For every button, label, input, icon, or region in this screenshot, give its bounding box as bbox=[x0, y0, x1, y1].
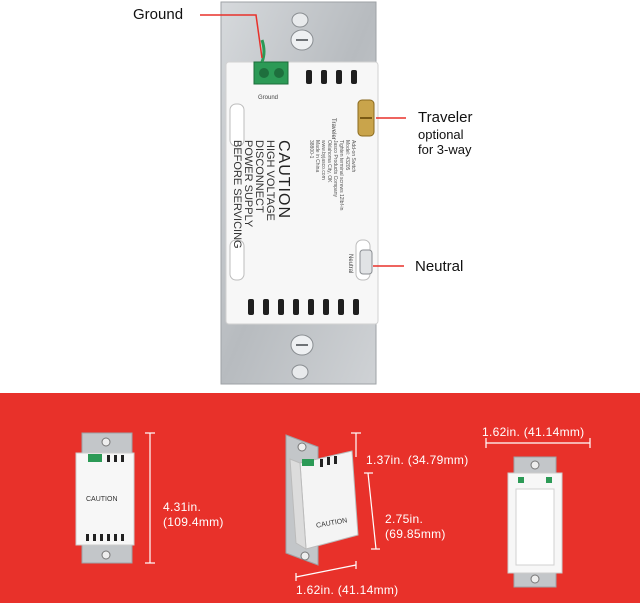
caution-line-4: BEFORE SERVICING bbox=[231, 140, 243, 249]
caution-title: CAUTION bbox=[275, 140, 292, 219]
device-ground-label: Ground bbox=[258, 95, 279, 101]
height-label-in: 4.31in. bbox=[163, 500, 202, 514]
info-line-2: Model: 43205 bbox=[344, 140, 350, 171]
info-line-1: Add-on Switch bbox=[350, 140, 356, 173]
info-line-7: Made in China bbox=[314, 140, 320, 173]
traveler-terminal-icon bbox=[358, 100, 374, 136]
device-neutral-label: Neutral bbox=[347, 254, 353, 274]
body-height-label-mm: (69.85mm) bbox=[385, 527, 446, 541]
traveler-note-optional: optional bbox=[418, 127, 464, 142]
caution-line-2: DISCONNECT bbox=[253, 140, 265, 213]
thumb-paddle-view bbox=[508, 457, 562, 587]
thumb-caution-label-2: CAUTION bbox=[315, 517, 348, 530]
bottom-width-label: 1.62in. (41.14mm) bbox=[296, 583, 399, 597]
traveler-note-3way: for 3-way bbox=[418, 142, 472, 157]
ground-callout: Ground bbox=[133, 6, 184, 23]
body-height-dimension-line bbox=[364, 473, 380, 549]
depth-label-in: 1.37in. bbox=[366, 453, 405, 467]
info-block bbox=[308, 140, 356, 250]
top-width-label: 1.62in. (41.14mm) bbox=[482, 425, 585, 439]
height-label-mm: (109.4mm) bbox=[163, 515, 224, 529]
device-traveler-label: Traveler bbox=[330, 118, 336, 140]
thumb-caution-label-1: CAUTION bbox=[86, 496, 118, 503]
body-height-label-in: 2.75in. bbox=[385, 512, 424, 526]
top-width-dimension-line bbox=[486, 438, 590, 448]
height-dimension-line bbox=[145, 433, 155, 563]
info-line-8: 38800-1 bbox=[308, 140, 314, 159]
info-line-3: Tighten terminal screws 12lbf-in bbox=[338, 140, 344, 211]
neutral-terminal-icon bbox=[360, 250, 372, 274]
depth-label-mm: (34.79mm) bbox=[407, 453, 469, 467]
caution-line-1: HIGH VOLTAGE bbox=[264, 140, 276, 221]
info-line-4: Jasco Products Company bbox=[332, 140, 338, 197]
bottom-width-dimension-line bbox=[296, 561, 356, 581]
caution-block bbox=[231, 140, 292, 290]
depth-label bbox=[366, 453, 469, 467]
neutral-callout: Neutral bbox=[415, 258, 464, 275]
thumb-angled-view bbox=[286, 435, 358, 565]
traveler-callout: Traveler bbox=[418, 109, 473, 126]
info-line-5: Oklahoma City, OK bbox=[326, 140, 332, 183]
info-line-6: www.byjasco.com bbox=[320, 140, 326, 180]
caution-line-3: POWER SUPPLY bbox=[242, 140, 254, 228]
